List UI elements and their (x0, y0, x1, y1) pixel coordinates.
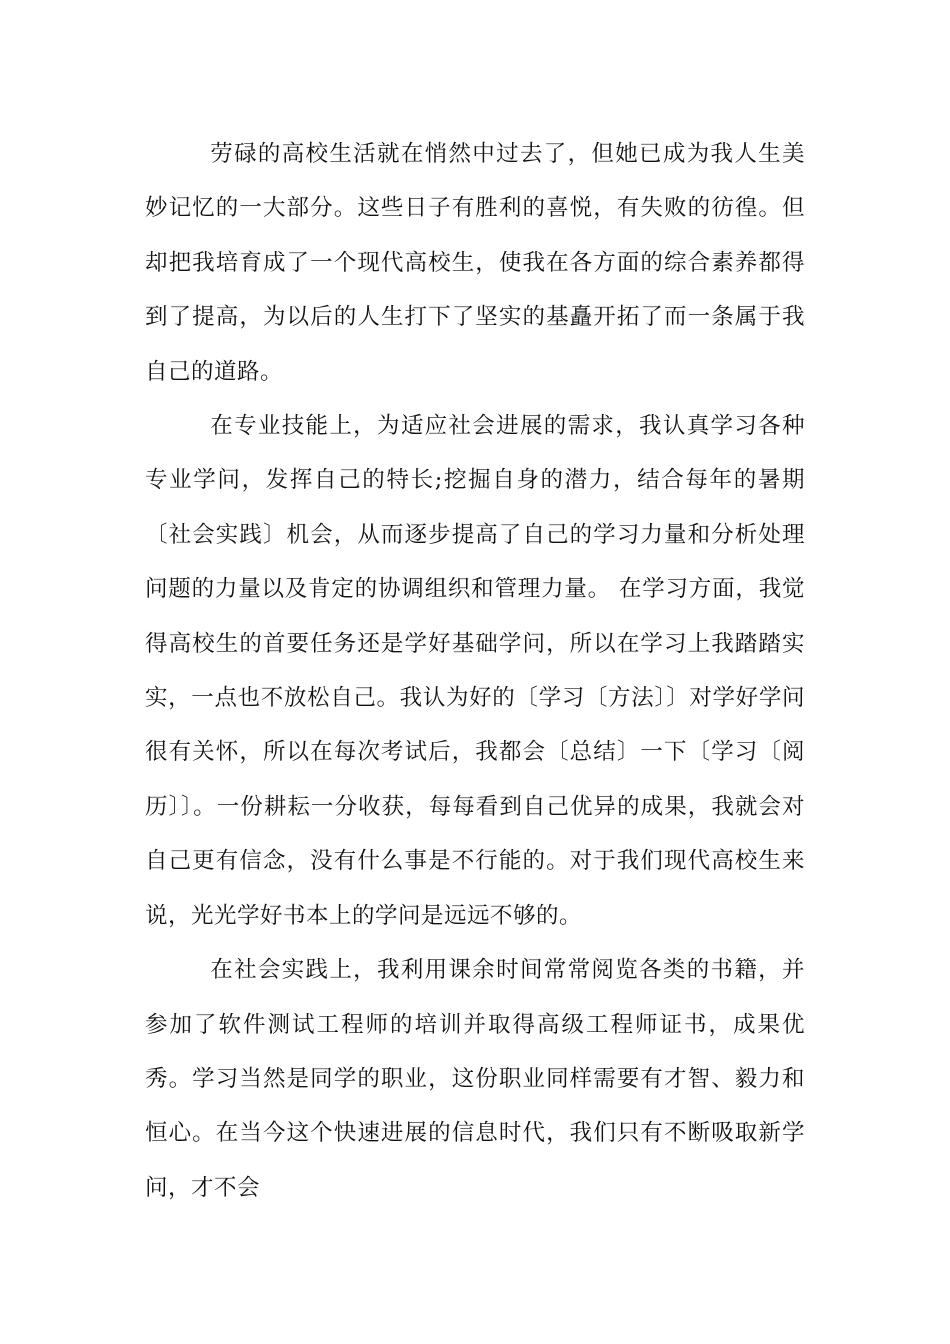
paragraph-professional-skills: 在专业技能上，为适应社会进展的需求，我认真学习各种专业学问，发挥自己的特长;挖掘自身的潜力，结合每年的暑期〔社会实践〕机会，从而逐步提高了自己的学习力量和分析处理问题的力量以及肯定的协调组织和管理力量。 在学习方面，我觉得高校生的首要任务还是学好基础学问，所以在学习上我踏踏实实，一点也不放松自己。我认为好的〔学习〔方法〕〕对学好学问很有关怀，所以在每次考试后，我都会〔总结〕一下〔学习〔阅历〕〕。一份耕耘一分收获，每每看到自己优异的成果，我就会对自己更有信念，没有什么事是不行能的。对于我们现代高校生来说，光光学好书本上的学问是远远不够的。 (145, 413, 805, 929)
paragraph-social-practice: 在社会实践上，我利用课余时间常常阅览各类的书籍，并参加了软件测试工程师的培训并取得高级工程师证书，成果优秀。学习当然是同学的职业，这份职业同样需要有才智、毅力和恒心。在当今这个快速进展的信息时代，我们只有不断吸取新学问，才不会 (145, 957, 805, 1201)
paragraph-summary: 劳碌的高校生活就在悄然中过去了，但她已成为我人生美妙记忆的一大部分。这些日子有胜利的喜悦，有失败的彷徨。但却把我培育成了一个现代高校生，使我在各方面的综合素养都得到了提高，为以后的人生打下了坚实的基矗开拓了而一条属于我自己的道路。 (145, 141, 805, 385)
document-body (145, 127, 805, 1215)
